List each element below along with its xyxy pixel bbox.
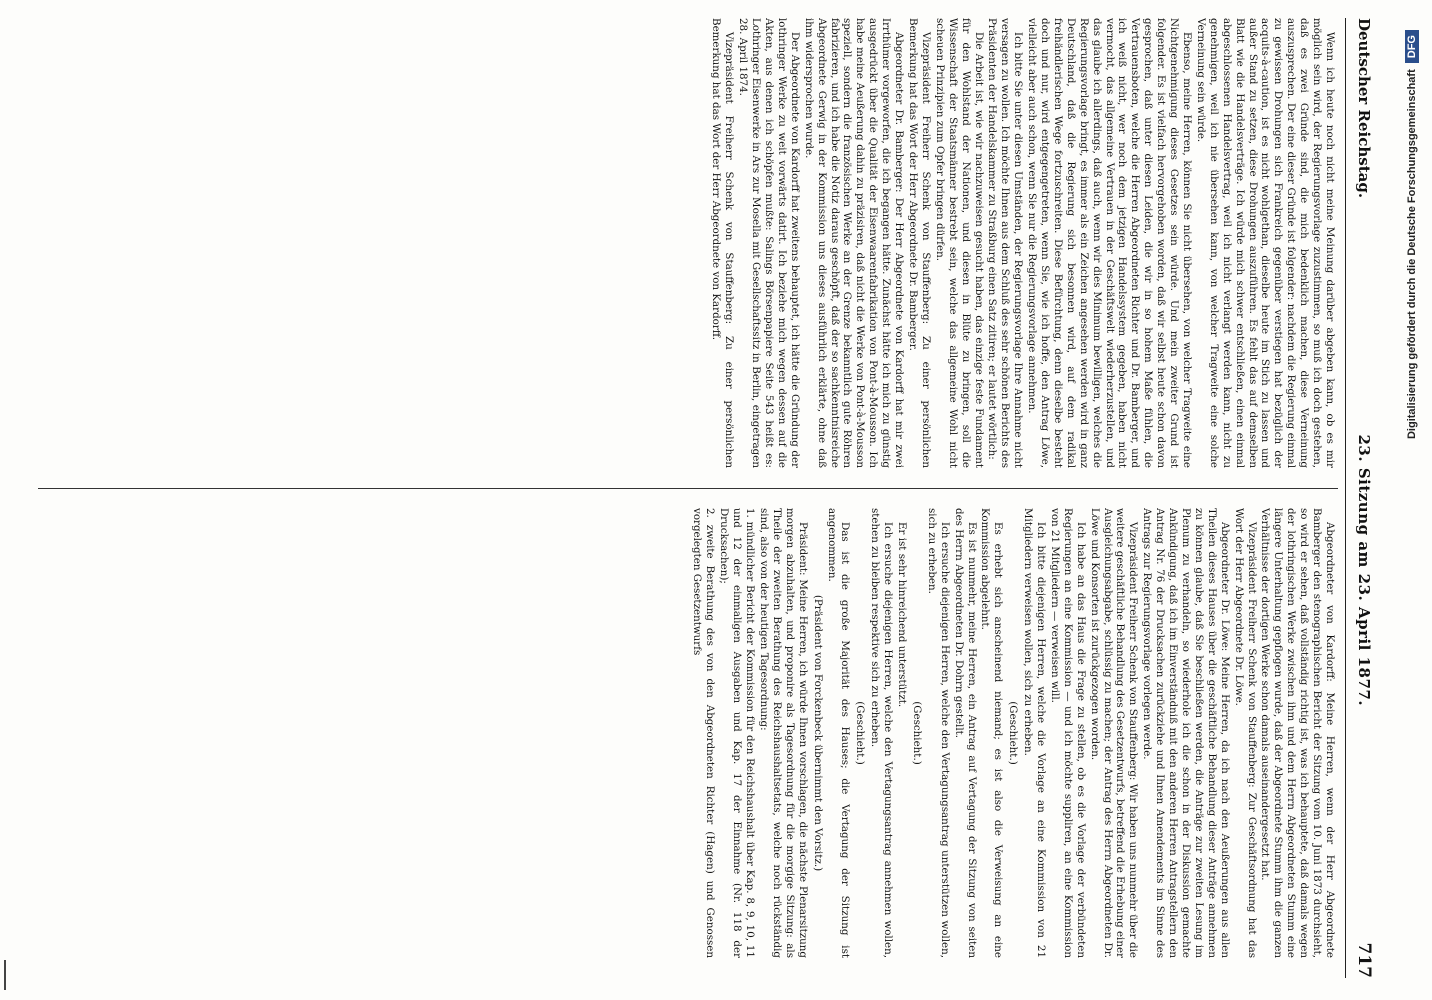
- digitization-credit: [1392, 20, 1432, 980]
- paragraph: Der Abgeordnete von Kardorff hat zweitens behauptet, ich hätte die Gründung der lothringer Werke zu weit vorwärts datirt. Ich beziehe mich wegen dessen auf die Akten, aus denen ich schöpfen mußte: Salings Börsenpapiere Seite 543 heißt es: Lothringer Eisenwerke in Ars zur Mosella mit Gesellschaftssitz in Berlin, eingetragen 28. April 1874.: [737, 18, 801, 468]
- left-text-column: [36, 18, 1336, 468]
- scan-edge-mark: [4, 960, 14, 990]
- page-number: 717: [1354, 942, 1374, 978]
- dfg-logo: DFG: [1405, 30, 1419, 63]
- paragraph: Ebenso, meine Herren, können Sie nicht übersehen, von welcher Tragweite eine Nichtgenehmigung dieses Gesetzes sein würde. Und mein zweiter Grund ist folgender. Es ist vielfach hervorgehoben worden, daß wir selbst heute schon davon gesprochen, daß unter diesen Leiden, die wir in so hohem Maße fühlen, die Vertrauensboten, welche die Herren Abgeordneten Richter und Dr. Bamberger, und ich weiß nicht, wer noch dem jetzigen Handelssystem gegeben, haben nicht vermocht, das allgemeine Vertrauen in der Geschäftswelt wiederherzustellen, und das glaube ich allerdings, daß auch, wenn wir dies Minimum bewilligen, welches die Regierungsvorlage bringt, es immer als ein Zeichen angesehen werden wird in ganz Deutschland, daß die Regierung sich besonnen wird, auf dem radikal freihändlerischen Wege fortzuschreiten. Diese Befürchtung, denn dieselbe besteht doch und nur, wird entgegengetreten, wenn Sie, wie ich hoffe, den Antrag Löwe, vielleicht aber auch schon, wenn Sie nur die Regierungsvorlage annehmen.: [1026, 18, 1194, 468]
- paragraph: Es erhebt sich anscheinend niemand; es ist also die Verweisung an eine Kommission abgelehnt.: [979, 508, 1005, 958]
- paragraph: Abgeordneter Dr. Löwe: Meine Herren, da ich nach den Aeußerungen aus allen Theilen dieses Hauses über die geschäftliche Behandlung dieser Anträge annehmen zu können glaube, daß Sie beschließen werden, die Anträge zur zweiten Lesung im Plenum zu verhandeln, so wiederhole ich die schon in der Diskussion gemachte Ankündigung, daß ich im Einverständniß mit den anderen Herren Antragstellern den Antrag Nr. 76 der Drucksachen zurückziehe und Ihnen Amendements im Sinne des Antrags zur Regierungsvorlage vorlegen werde.: [1141, 508, 1231, 958]
- paragraph: Die Arbeit ist, wie wir nachzuweisen gesucht haben, das einzige feste Fundament für den Wohlstand der Nationen, und diesen in Blüte zu bringen, soll die Wissenschaft der Staatsmänner bestrebt sein, welche das allgemeine Wohl nicht scheuen Prinzipien zum Opfer bringen dürfen.: [933, 18, 985, 468]
- paragraph: 2. zweite Berathung des von den Abgeordneten Richter (Hagen) und Genossen vorgelegten Gesetzentwurfs: [691, 508, 717, 958]
- paragraph: Abgeordneter Dr. Bamberger: Der Herr Abgeordnete von Kardorff hat mir zwei Irrthümer vorgeworfen, die ich begangen hätte. Zunächst hätte ich mich zu günstig ausgedrückt über die Qualität der Eisenwaarenfabrikation von Pont-à-Mousson. Ich habe meine Aeußerung dahin zu präzisiren, daß nicht die Werke von Pont-à-Mousson speziell, sondern die französischen Werke an der Grenze bekanntlich gute Röhren fabrizieren, und ich habe die Notiz daraus geschöpft, daß der so sachkenntnisreiche Abgeordnete Gerwig in der Kommission uns dieses ausführlich erklärte, ohne daß ihm widersprochen wurde.: [802, 18, 906, 468]
- right-text-column: [36, 508, 1336, 958]
- credit-text: Digitalisierung gefördert durch die Deutsche Forschungsgemeinschaft: [1406, 69, 1418, 440]
- column-divider: [38, 488, 1338, 489]
- session-title: 23. Sitzung am 23. April 1877.: [1355, 434, 1373, 707]
- paragraph: (Geschieht.): [910, 701, 923, 765]
- paragraph: (Geschieht.): [854, 701, 867, 765]
- rotated-newspaper-sheet: [22, 18, 1382, 978]
- paragraph: Vizepräsident Freiherr Schenk von Stauffenberg: Zur Geschäftsordnung hat das Wort der Herr Abgeordnete Dr. Löwe.: [1232, 508, 1258, 958]
- running-head: [1345, 18, 1382, 978]
- paragraph: 1. mündlicher Bericht der Kommission für den Reichshaushalt über Kap. 8, 9, 10, 11 und 12 der einmaligen Ausgaben und Kap. 17 der Einnahme (Nr. 118 der Drucksachen);: [718, 508, 757, 958]
- paragraph: Ich habe an das Haus die Frage zu stellen, ob es die Vorlage der verbündeten Regierungen an eine Kommission — und ich möchte suppliren, an eine Kommission von 21 Mitgliedern — verweisen will.: [1048, 508, 1087, 958]
- paragraph: Abgeordneter von Kardorff: Meine Herren, wenn der Herr Abgeordnete Bamberger den stenographischen Bericht der Sitzung vom 10. Juni 1873 durchsieht, so wird er sehen, daß vollständig richtig ist, was ich behauptete, daß damals wegen der lothringischen Werke zwischen ihm und dem Herrn Abgeordneten Stumm eine längere Unterhaltung gepflogen wurde, daß der Abgeordnete Stumm ihm die ganzen Verhältnisse der dortigen Werke schon damals auseinandergesetzt hat.: [1259, 508, 1336, 958]
- paragraph: Ich bitte diejenigen Herren, welche die Vorlage an eine Kommission von 21 Mitgliedern verweisen wollen, sich zu erheben.: [1022, 508, 1048, 958]
- paragraph: Ich ersuche diejenigen Herren, welche den Vertagungsantrag unterstützen wollen, sich zu erheben.: [925, 508, 951, 958]
- paragraph: Er ist sehr hinreichend unterstützt.: [896, 522, 908, 708]
- publication-title: Deutscher Reichstag.: [1355, 18, 1373, 199]
- paragraph: (Präsident von Forckenbeck übernimmt den Vorsitz.): [811, 594, 824, 872]
- paragraph: Das ist die große Majorität des Hauses; die Vertagung der Sitzung ist angenommen.: [826, 508, 852, 958]
- paragraph: Präsident: Meine Herren, ich würde Ihnen vorschlagen, die nächste Plenarsitzung morgen abzuhalten, und proponire als Tagesordnung für die morgige Sitzung: als Theile der zweiten Berathung des Reichshaushaltsetats, welche noch rückständig sind, also von der heutigen Tagesordnung:: [757, 508, 809, 958]
- paragraph: Vizepräsident Freiherr Schenk von Stauffenberg: Zu einer persönlichen Bemerkung hat das Wort der Herr Abgeordnete von Kardorff.: [710, 18, 736, 468]
- paragraph: (Geschieht.): [1007, 701, 1020, 765]
- paragraph: Ich bitte Sie unter diesen Umständen, der Regierungsvorlage Ihre Annahme nicht versagen zu wollen. Ich möchte Ihnen aus dem Schluß des sehr schönen Berichts des Präsidenten der Handelskammer zu Straßburg einen Satz zitiren; er lautet wörtlich:: [986, 18, 1025, 468]
- paragraph: Vizepräsident Freiherr Schenk von Stauffenberg: Wir haben uns nunmehr über die weitere geschäftliche Behandlung des Gesetzentwurfs, betreffend die Erhebung einer Ausgleichungsabgabe, schlüssig zu machen; der Antrag des Herrn Abgeordneten Dr. Löwe und Konsorten ist zurückgezogen worden.: [1088, 508, 1140, 958]
- paragraph: Ich ersuche diejenigen Herren, welche den Vertagungsantrag annehmen wollen, stehen zu bleiben respektive sich zu erheben.: [869, 508, 895, 958]
- paragraph: Es ist nunmehr, meine Herren, ein Antrag auf Vertagung der Sitzung von seiten des Herrn Abgeordneten Dr. Dohrn gestellt.: [952, 508, 978, 958]
- paragraph: Vizepräsident Freiherr Schenk von Stauffenberg: Zu einer persönlichen Bemerkung hat das Wort der Herr Abgeordnete Dr. Bamberger.: [907, 18, 932, 468]
- paragraph: Wenn ich heute noch nicht meine Meinung darüber abgeben kann, ob es mir möglich sein wird, der Regierungsvorlage zuzustimmen, so muß ich doch gestehen, daß es zwei Gründe sind, die mich bedenklich machen, diese Verneinung auszusprechen. Der eine dieser Gründe ist folgender: nachdem die Regierung einmal zu gewissen Drohungen sich Frankreich gegenüber verstiegen hat bezüglich der acquits-à-caution, ist es nicht wohlgethan, dieselbe heute im Stich zu lassen und außer Stand zu setzen, diese Drohungen auszuführen. Es fehlt das auf demselben Blatt wie die Handelsverträge. Ich würde mich schwer entschließen, einen einmal abgeschlossenen Handelsvertrag, weil ich nicht verlangt werden kann, nicht zu genehmigen, weil ich nie übersehen kann, von welcher Tragweite eine solche Verneinung sein würde.: [1194, 18, 1336, 468]
